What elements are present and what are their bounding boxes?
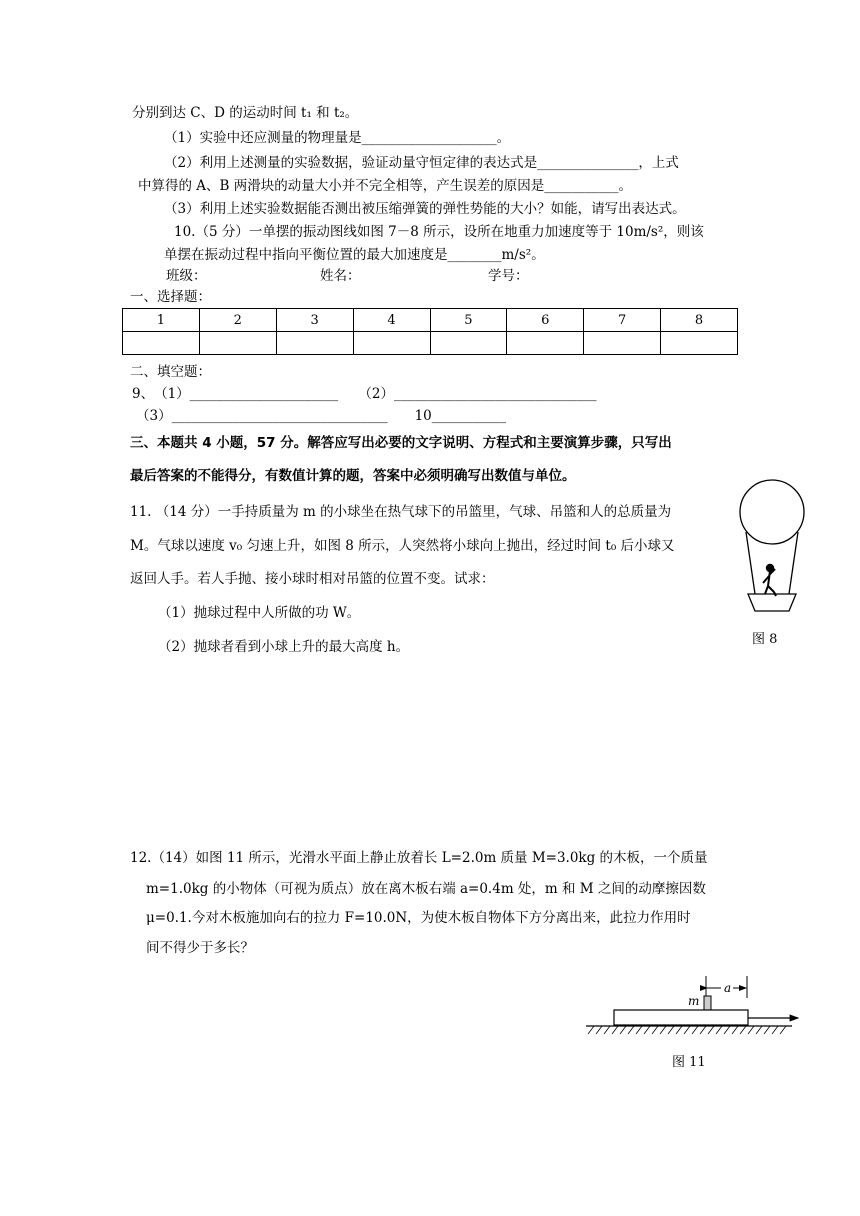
answer-cell[interactable] [661, 332, 738, 355]
question-2a: （2）利用上述测量的实验数据，验证动量守恒定律的表达式是_______________，上式 [164, 155, 679, 171]
answer-cell[interactable] [123, 332, 200, 355]
answer-col-header: 4 [353, 309, 430, 332]
ground-hatching [588, 1026, 786, 1034]
answer-col-header: 6 [507, 309, 584, 332]
section-2-title: 二、填空题： [130, 364, 211, 380]
question-12-line-2: m=1.0kg 的小物体（可视为质点）放在离木板右端 a=0.4m 处，m 和 M 之间的动摩擦因数 [146, 881, 706, 897]
fill-blank-line-2: （3）________________________________ 10___________ [136, 408, 507, 424]
answer-cell[interactable] [353, 332, 430, 355]
question-11-line-1: 11. （14 分）一手持质量为 m 的小球坐在热气球下的吊篮里，气球、吊篮和人的总质量为 [130, 504, 672, 520]
question-12-line-1: 12.（14）如图 11 所示，光滑水平面上静止放着长 L=2.0m 质量 M=3.0kg 的木板，一个质量 [130, 850, 708, 866]
intro-line-1: 分别到达 C、D 的运动时间 t₁ 和 t₂。 [132, 105, 359, 121]
answer-col-header: 2 [199, 309, 276, 332]
class-label: 班级： [166, 268, 207, 284]
answer-col-header: 3 [276, 309, 353, 332]
answer-cell[interactable] [199, 332, 276, 355]
balloon-rope-right [789, 532, 798, 594]
question-10b: 单摆在振动过程中指向平衡位置的最大加速度是________m/s²。 [164, 247, 545, 263]
balloon-figure [738, 478, 806, 614]
section-3-line-1: 三、本题共 4 小题，57 分。解答应写出必要的文字说明、方程式和主要演算步骤，只写出 [130, 435, 672, 451]
answer-table-header-row [123, 309, 738, 332]
question-11-sub-2: （2）抛球者看到小球上升的最大高度 h。 [158, 639, 410, 655]
answer-cell[interactable] [430, 332, 507, 355]
section-3-line-2: 最后答案的不能得分，有数值计算的题，答案中必须明确写出数值与单位。 [130, 468, 576, 484]
balloon-basket [748, 594, 796, 611]
small-block [704, 996, 711, 1010]
answer-table [122, 308, 738, 355]
wooden-board [614, 1010, 748, 1025]
figure-8-caption: 图 8 [752, 632, 778, 647]
answer-cell[interactable] [276, 332, 353, 355]
figure-11-caption: 图 11 [672, 1055, 706, 1070]
person-icon [763, 565, 776, 596]
answer-cell[interactable] [507, 332, 584, 355]
answer-table-answer-row [123, 332, 738, 355]
name-label: 姓名： [320, 268, 361, 284]
question-1: （1）实验中还应测量的物理量是____________________。 [164, 130, 511, 146]
section-1-title: 一、选择题： [130, 289, 211, 305]
question-12-line-4: 间不得少于多长？ [146, 940, 254, 956]
question-12-line-3: μ=0.1.今对木板施加向右的拉力 F=10.0N，为使木板自物体下方分离出来，此拉力作用时 [146, 910, 691, 926]
answer-cell[interactable] [584, 332, 661, 355]
balloon-rope-left [746, 532, 755, 594]
question-10a: 10.（5 分）一单摆的振动图线如图 7－8 所示，设所在地重力加速度等于 10m/s²，则该 [174, 224, 704, 240]
label-a: a [724, 981, 732, 995]
question-2b: 中算得的 A、B 两滑块的动量大小并不完全相等，产生误差的原因是___________。 [138, 178, 633, 194]
student-id-label: 学号： [488, 268, 529, 284]
question-11-line-3: 返回人手。若人手抛、接小球时相对吊篮的位置不变。试求： [130, 571, 495, 587]
question-11-line-2: M。气球以速度 v₀ 匀速上升，如图 8 所示，人突然将小球向上抛出，经过时间 t₀ 后小球又 [130, 538, 675, 554]
fill-blank-line-1: 9、 （1）______________________ （2）______________________________ [132, 386, 597, 402]
question-11-sub-1: （1）抛球过程中人所做的功 W。 [158, 605, 361, 621]
answer-col-header: 1 [123, 309, 200, 332]
question-3: （3）利用上述实验数据能否测出被压缩弹簧的弹性势能的大小？如能，请写出表达式。 [164, 201, 686, 217]
answer-col-header: 8 [661, 309, 738, 332]
label-m: m [688, 994, 700, 1008]
answer-col-header: 7 [584, 309, 661, 332]
balloon-envelope [740, 480, 804, 544]
answer-col-header: 5 [430, 309, 507, 332]
